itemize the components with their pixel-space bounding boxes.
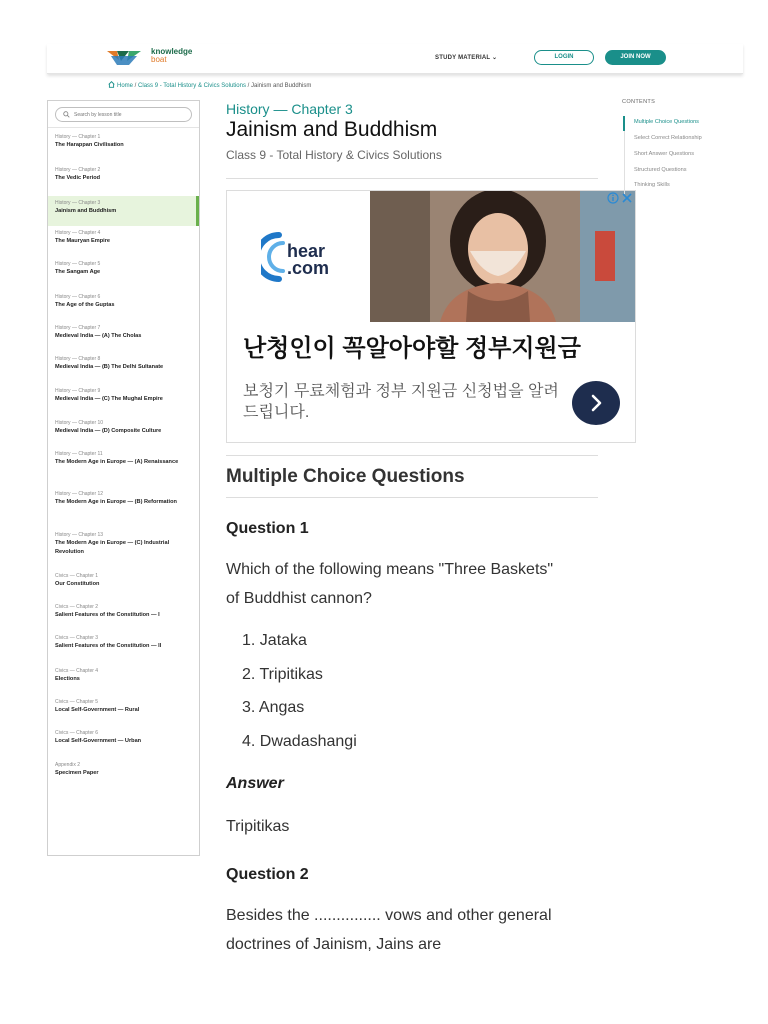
divider <box>226 497 598 498</box>
chevron-right-icon <box>586 393 606 413</box>
sidebar-item[interactable] <box>48 165 199 196</box>
search-input[interactable] <box>74 109 186 120</box>
contents-title: CONTENTS <box>622 99 656 105</box>
toc-item-thinking[interactable]: Thinking Skills <box>634 182 670 188</box>
sidebar-item-section: History — Chapter 9 <box>55 388 101 394</box>
sidebar-item-label: The Modern Age in Europe — (A) Renaissance <box>55 459 179 465</box>
sidebar-item-label: The Modern Age in Europe — (C) Industrial Revolution <box>55 540 170 555</box>
study-material-menu[interactable]: STUDY MATERIAL ⌄ <box>435 55 498 61</box>
sidebar-item-section: History — Chapter 1 <box>55 134 101 140</box>
sidebar-item-section: History — Chapter 2 <box>55 167 101 173</box>
sidebar-item[interactable] <box>48 386 199 417</box>
sidebar-item[interactable] <box>48 697 199 728</box>
sidebar-item[interactable] <box>48 228 199 259</box>
divider <box>226 455 598 456</box>
ad-body[interactable]: 보청기 무료체험과 정부 지원금 신청법을 알려드립니다. <box>243 383 559 421</box>
question-2-text: Besides the ............... vows and other general doctrines of Jainism, Jains are <box>226 907 552 953</box>
sidebar-item-label: Medieval India — (C) The Mughal Empire <box>55 396 163 402</box>
toc-item-short-answer[interactable]: Short Answer Questions <box>634 151 695 157</box>
sidebar-item[interactable] <box>48 196 199 226</box>
sidebar-item-section: History — Chapter 11 <box>55 451 103 457</box>
question-2-heading: Question 2 <box>226 866 309 883</box>
sidebar-item-section: History — Chapter 3 <box>55 200 101 206</box>
sidebar-item-section: History — Chapter 13 <box>55 532 104 538</box>
option-item: 1. Jataka <box>242 632 307 649</box>
sidebar-item[interactable] <box>48 449 199 489</box>
option-item: 4. Dwadashangi <box>242 732 357 750</box>
sidebar-item[interactable] <box>48 259 199 290</box>
sidebar-item[interactable] <box>48 571 199 602</box>
divider <box>226 178 598 179</box>
sidebar-item[interactable] <box>48 418 199 449</box>
sidebar-item-label: The Sangam Age <box>55 269 101 275</box>
home-icon <box>108 81 115 88</box>
sidebar-item-section: History — Chapter 5 <box>55 261 101 267</box>
ad-info-icon[interactable] <box>607 192 619 204</box>
question-1-options <box>242 630 357 764</box>
login-button[interactable]: LOGIN <box>534 50 594 65</box>
sidebar-item[interactable] <box>48 760 199 791</box>
sidebar-item-label: Medieval India — (B) The Delhi Sultanate <box>55 364 164 370</box>
sidebar-item-section: Appendix 2 <box>55 762 81 768</box>
sidebar-item-label: The Age of the Guptas <box>55 302 115 308</box>
sidebar-item[interactable] <box>48 292 199 323</box>
sidebar-item-section: Civics — Chapter 6 <box>55 730 99 736</box>
sidebar-item-section: Civics — Chapter 4 <box>55 668 99 674</box>
toc-item-relationship[interactable]: Select Correct Relationship <box>634 135 702 141</box>
sidebar-item-section: Civics — Chapter 5 <box>55 699 99 705</box>
contents-active-indicator <box>623 116 625 131</box>
page-title: Jainism and Buddhism <box>226 118 438 141</box>
sidebar-item-section: Civics — Chapter 1 <box>55 573 99 579</box>
lesson-search[interactable] <box>55 107 192 122</box>
sidebar-item[interactable] <box>48 602 199 633</box>
sidebar-item-label: Local Self-Government — Urban <box>55 738 142 744</box>
woman-photo-icon <box>370 191 636 322</box>
breadcrumb-current: Jainism and Buddhism <box>250 83 312 89</box>
sidebar-item-label: Medieval India — (A) The Cholas <box>55 333 142 339</box>
sidebar-item-label: Our Constitution <box>55 581 100 587</box>
ad-close-icon[interactable] <box>621 192 633 204</box>
sidebar-item-section: Civics — Chapter 2 <box>55 604 99 610</box>
sidebar-item-label: Local Self-Government — Rural <box>55 707 140 713</box>
sidebar-item[interactable] <box>48 323 199 354</box>
ad-arrow-button[interactable] <box>572 381 620 425</box>
top-navbar <box>47 44 743 74</box>
sidebar-item-section: History — Chapter 12 <box>55 491 104 497</box>
breadcrumb: Home / Class 9 - Total History & Civics Solutions / Jainism and Buddhism <box>108 81 311 89</box>
sidebar-item-label: Specimen Paper <box>55 770 99 776</box>
question-1-text: Which of the following means "Three Baskets" of Buddhist cannon? <box>226 561 554 607</box>
sidebar-item-label: The Modern Age in Europe — (B) Reformation <box>55 499 177 505</box>
logo-text: knowledge boat <box>151 47 193 64</box>
page-subtitle: Class 9 - Total History & Civics Solutions <box>226 148 442 162</box>
ad-brand-text: hear .com <box>287 241 330 278</box>
breadcrumb-home[interactable]: Home <box>117 83 134 89</box>
answer-label: Answer <box>226 775 284 792</box>
ad-headline[interactable]: 난청인이 꼭알아야할 정부지원금 <box>243 335 581 362</box>
sidebar-item-label: Medieval India — (D) Composite Culture <box>55 428 162 434</box>
sidebar-item-label: The Vedic Period <box>55 175 101 181</box>
sidebar-item-section: History — Chapter 8 <box>55 356 101 362</box>
ad-brand-area <box>227 191 370 322</box>
section-heading: Multiple Choice Questions <box>226 466 465 487</box>
ad-photo <box>370 191 636 322</box>
sidebar-item[interactable] <box>48 666 199 697</box>
search-icon <box>63 111 70 118</box>
sidebar-item-label: The Mauryan Empire <box>55 238 111 244</box>
sidebar-item[interactable] <box>48 633 199 664</box>
option-item: 2. Tripitikas <box>242 665 323 683</box>
chapter-label: History — Chapter 3 <box>226 101 353 117</box>
advertisement[interactable] <box>226 190 636 443</box>
sidebar-item-label: The Harappan Civilisation <box>55 142 124 148</box>
sidebar-item-section: History — Chapter 10 <box>55 420 104 426</box>
answer-text: Tripitikas <box>226 818 290 835</box>
sidebar-item-label: Salient Features of the Constitution — II <box>55 643 162 649</box>
option-item: 3. Angas <box>242 699 305 716</box>
sidebar-item-section: Civics — Chapter 3 <box>55 635 99 641</box>
toc-item-mcq[interactable]: Multiple Choice Questions <box>634 119 699 125</box>
sidebar-item[interactable] <box>48 728 199 759</box>
toc-item-structured[interactable]: Structured Questions <box>634 167 687 173</box>
sidebar-item-section: History — Chapter 7 <box>55 325 101 331</box>
sidebar-item-section: History — Chapter 6 <box>55 294 101 300</box>
sidebar-item[interactable] <box>48 530 199 570</box>
question-1-heading: Question 1 <box>226 520 309 537</box>
sidebar-item-section: History — Chapter 4 <box>55 230 101 236</box>
sidebar-item[interactable] <box>48 132 199 163</box>
breadcrumb-class[interactable]: Class 9 - Total History & Civics Solutions <box>138 83 246 89</box>
sidebar-item-label: Salient Features of the Constitution — I <box>55 612 160 618</box>
lesson-sidebar <box>47 100 200 856</box>
sidebar-item[interactable] <box>48 354 199 385</box>
join-now-button[interactable]: JOIN NOW <box>605 50 666 65</box>
sidebar-item-label: Elections <box>55 676 80 682</box>
divider <box>48 127 199 128</box>
sidebar-item[interactable] <box>48 489 199 529</box>
sidebar-item-label: Jainism and Buddhism <box>55 208 117 214</box>
